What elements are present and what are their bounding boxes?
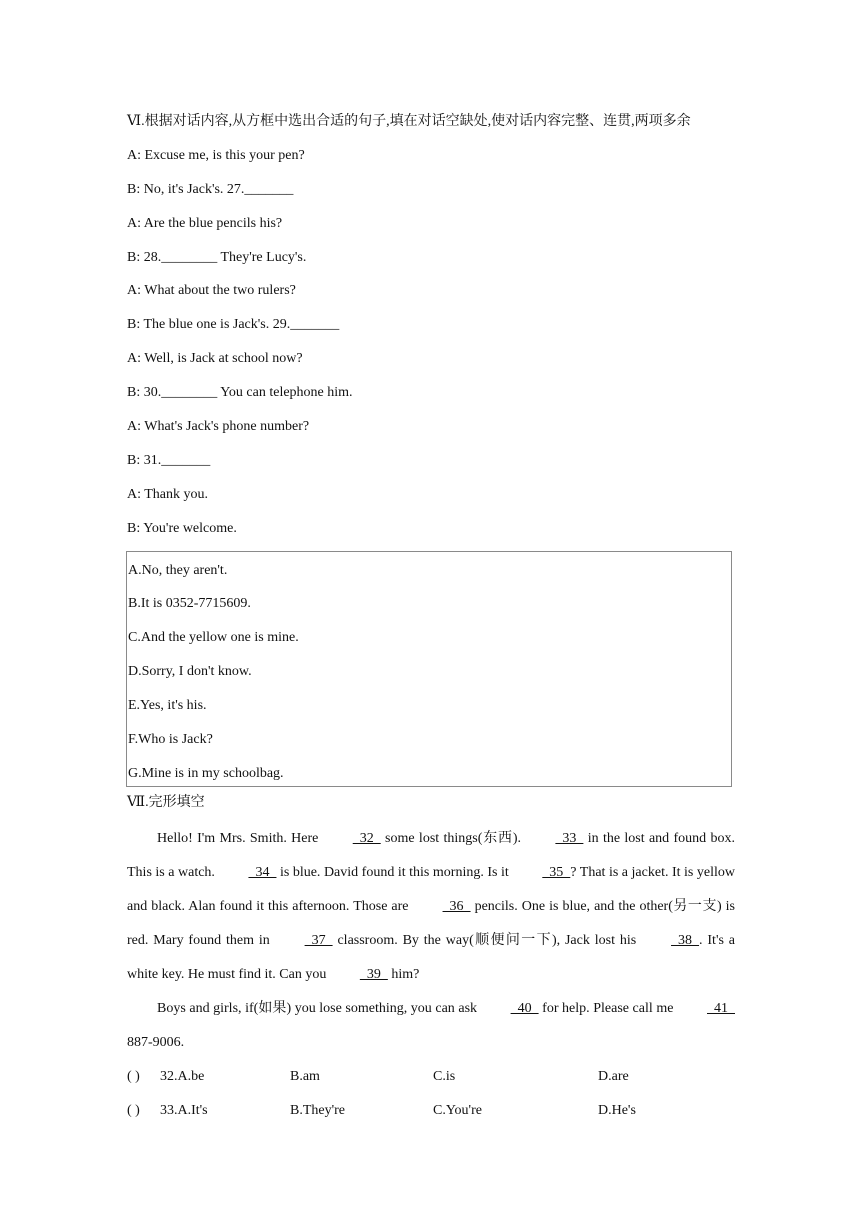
option-item: B.It is 0352-7715609.: [128, 596, 251, 612]
passage-text: is blue. David found it this morning. Is it: [276, 865, 513, 881]
choice-a: 33.A.It's: [160, 1102, 208, 1118]
dialogue-line: B: 31._______: [127, 452, 211, 468]
worksheet-page: [127, 108, 735, 1128]
section6-heading: Ⅵ.根据对话内容,从方框中选出合适的句子,填在对话空缺处,使对话内容完整、连贯,两项多余: [127, 114, 691, 129]
passage-text: . It's a white key. He must find it. Can you: [127, 933, 736, 983]
passage-text: Boys and girls, if(如果) you lose something, you can ask: [157, 1001, 481, 1016]
blank-35: 35: [542, 865, 571, 881]
blank-41: 41: [707, 1001, 735, 1016]
dialogue-line: A: Excuse me, is this your pen?: [127, 147, 305, 163]
blank-37: 37: [304, 933, 333, 949]
option-item: C.And the yellow one is mine.: [128, 630, 299, 646]
dialogue-line: A: Well, is Jack at school now?: [127, 351, 303, 367]
choice-b: B.am: [290, 1068, 320, 1084]
choice-c: C.is: [433, 1068, 456, 1084]
passage-text: some lost things(东西).: [380, 831, 526, 847]
dialogue-line: A: Are the blue pencils his?: [127, 215, 283, 231]
passage-text: classroom. By the way(顺便问一下), Jack lost his: [332, 933, 642, 949]
options-box: [126, 551, 732, 787]
answer-paren: ( ): [127, 1068, 140, 1084]
question-row-32: [127, 1060, 735, 1094]
passage-text: 887-9006.: [127, 1034, 185, 1050]
option-item: A.No, they aren't.: [128, 562, 228, 578]
choice-d: D.are: [598, 1068, 629, 1084]
cloze-paragraph-1: [127, 822, 735, 992]
choice-a: 32.A.be: [160, 1068, 205, 1084]
dialogue-line: A: What about the two rulers?: [127, 283, 296, 299]
dialogue-line: B: 28.________ They're Lucy's.: [127, 249, 307, 265]
question-row-33: [127, 1094, 735, 1128]
option-item: G.Mine is in my schoolbag.: [128, 765, 284, 781]
passage-text: in the lost and found box. This is a watch.: [127, 831, 735, 881]
choice-b: B.They're: [290, 1102, 346, 1118]
passage-text: Hello! I'm Mrs. Smith. Here: [157, 831, 323, 847]
dialogue-line: B: No, it's Jack's. 27._______: [127, 181, 294, 197]
dialogue-line: B: You're welcome.: [127, 520, 237, 536]
blank-38: 38: [671, 933, 700, 949]
choice-d: D.He's: [598, 1102, 636, 1118]
blank-34: 34: [248, 865, 277, 881]
option-item: F.Who is Jack?: [128, 732, 213, 748]
option-item: D.Sorry, I don't know.: [128, 664, 252, 680]
passage-text: pencils. One is blue, and the other(另一支) is red. Mary found them in: [127, 899, 735, 949]
blank-39: 39: [359, 967, 388, 983]
blank-33: 33: [555, 831, 584, 847]
passage-text: him?: [387, 967, 420, 983]
answer-paren: ( ): [127, 1102, 140, 1118]
blank-40: 40: [510, 1001, 539, 1016]
dialogue-line: A: What's Jack's phone number?: [127, 419, 310, 435]
passage-text: ? That is a jacket. It is yellow and black. Alan found it this afternoon. Those are: [127, 865, 736, 915]
passage-text: for help. Please call me: [538, 1001, 677, 1016]
choice-c: C.You're: [433, 1102, 482, 1118]
dialogue-line: B: The blue one is Jack's. 29._______: [127, 317, 340, 333]
cloze-paragraph-2: [127, 992, 735, 1060]
blank-32: 32: [352, 831, 381, 847]
dialogue-line: B: 30.________ You can telephone him.: [127, 385, 353, 401]
blank-36: 36: [442, 899, 471, 915]
dialogue: [127, 142, 735, 549]
dialogue-line: A: Thank you.: [127, 486, 209, 502]
option-item: E.Yes, it's his.: [128, 698, 207, 714]
section7-heading: Ⅶ.完形填空: [127, 794, 205, 810]
